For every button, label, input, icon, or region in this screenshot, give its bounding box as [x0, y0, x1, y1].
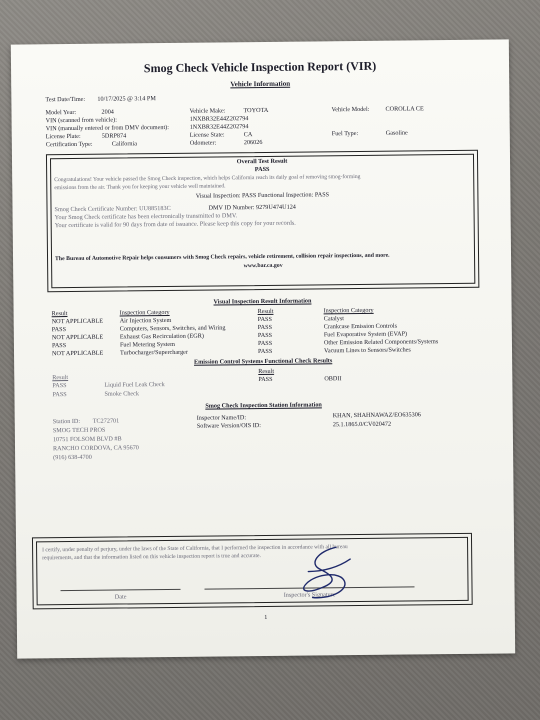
congrats-line-1: Congratulations! Your vehicle passed the Smog Check inspection, which helps California reach its daily goal of removing smog-forming [54, 173, 361, 184]
visual-left-result: NOT APPLICABLE [51, 333, 104, 342]
visual-left-category: Turbocharger/Supercharger [119, 348, 189, 357]
visual-right-result: PASS [257, 339, 273, 348]
model-year-label: Model Year: [45, 108, 77, 117]
visual-right-result: PASS [257, 347, 273, 356]
fuel-type-value: Gasoline [385, 129, 408, 137]
vehicle-info-heading: Vehicle Information [230, 79, 291, 89]
certificate-number: Smog Check Certificate Number: UU885183C [54, 204, 171, 214]
inspection-report-sheet [11, 39, 515, 658]
station-name: SMOG TECH PROS [52, 426, 106, 435]
congrats-line-2: emissions from the air. Thank you for keeping your vehicle well maintained. [54, 183, 226, 192]
fuel-type-label: Fuel Type: [331, 129, 359, 138]
station-phone: (916) 638-4700 [53, 453, 92, 462]
visual-left-category: Computers, Sensors, Switches, and Wiring [119, 324, 226, 333]
functional-right-result: PASS [258, 375, 273, 384]
visual-col-category-left: Inspection Category [119, 308, 170, 317]
visual-left-result: PASS [51, 326, 67, 334]
signature-label: Inspector's Signature [283, 591, 336, 599]
license-state-value: CA [243, 131, 253, 139]
visual-functional-summary: Visual Inspection: PASS Functional Inspection: PASS [195, 191, 330, 200]
vin-manual-value: 1NXBR32E44Z202794 [189, 123, 249, 131]
visual-left-category: Exhaust Gas Recirculation (EGR) [119, 332, 204, 341]
vehicle-model-value: COROLLA CE [385, 105, 424, 113]
transmitted-notice: Your Smog Check certificate has been electronically transmitted to DMV. [54, 212, 238, 222]
functional-col-result: Result [52, 374, 69, 382]
overall-result-value: PASS [254, 165, 270, 174]
vin-manual-label: VIN (manually entered or from DMV document): [45, 123, 169, 133]
test-date-label: Test Date/Time: [45, 95, 86, 104]
visual-col-category-right: Inspection Category [323, 306, 374, 315]
station-address-1: 10751 FOLSOM BLVD #B [52, 435, 122, 444]
visual-col-result-right: Result [257, 307, 274, 316]
visual-left-category: Fuel Metering System [119, 340, 175, 349]
station-id-label: Station ID: [52, 417, 81, 426]
visual-right-result: PASS [257, 331, 273, 340]
visual-right-category: Catalyst [323, 315, 345, 323]
dmv-id-number: DMV ID Number: 9279U474U124 [208, 203, 296, 212]
cert-type-value: California [111, 140, 137, 148]
visual-left-result: NOT APPLICABLE [51, 317, 104, 326]
validity-notice: Your certificate is valid for 90 days from date of issuance. Please keep this copy for your records. [54, 219, 296, 230]
inspector-name-label: Inspector Name/ID: [196, 414, 247, 422]
functional-category: Liquid Fuel Leak Check [104, 381, 165, 389]
bureau-notice: The Bureau of Automotive Repair helps consumers with Smog Check repairs, vehicle retirement, collision repair inspections, and more. [55, 252, 390, 263]
functional-right-col-result: Result [258, 367, 275, 376]
software-version-label: Software Version/OIS ID: [196, 422, 262, 430]
vin-scanned-value: 1NXBR32E44Z202794 [189, 115, 249, 123]
visual-right-result: PASS [257, 315, 272, 324]
visual-left-result: PASS [51, 342, 67, 350]
station-id-value: TC272701 [92, 417, 120, 425]
visual-left-result: NOT APPLICABLE [52, 349, 104, 358]
page-number: 1 [264, 613, 268, 622]
functional-category: Smoke Check [104, 390, 140, 398]
visual-right-result: PASS [257, 323, 273, 332]
certify-line-2: requirements, and that the information listed on this vehicle inspection report is true and accurate. [42, 553, 261, 562]
license-state-label: License State: [189, 131, 225, 139]
page-title: Smog Check Vehicle Inspection Report (VIR) [143, 58, 377, 76]
visual-left-category: Air Injection System [119, 316, 172, 325]
functional-right-category: OBDII [324, 375, 342, 383]
station-info-heading: Smog Check Inspection Station Information [205, 401, 322, 410]
functional-result: PASS [52, 391, 67, 399]
date-label: Date [114, 593, 127, 601]
odometer-label: Odometer: [189, 139, 217, 147]
vin-scanned-label: VIN (scanned from vehicle): [45, 116, 117, 125]
visual-col-result-left: Result [51, 310, 68, 318]
functional-result: PASS [52, 382, 67, 390]
software-version-value: 25.1.1865.0/CV020472 [332, 420, 392, 429]
vehicle-make-value: TOYOTA [243, 106, 269, 115]
visual-inspection-heading: Visual Inspection Result Information [213, 297, 312, 306]
model-year-value: 2004 [101, 108, 114, 116]
test-date-value: 10/17/2025 @ 3:14 PM [97, 95, 156, 103]
overall-result-heading: Overall Test Result [236, 157, 288, 166]
odometer-value: 206026 [243, 138, 263, 147]
bureau-website: www.bar.ca.gov [243, 262, 283, 270]
license-plate-value: 5DRP874 [101, 132, 127, 140]
visual-right-category: Crankcase Emission Controls [323, 322, 398, 331]
functional-check-heading: Emission Control Systems Functional Check Results [193, 357, 333, 366]
visual-right-category: Other Emission Related Components/Systems [323, 338, 439, 347]
visual-right-category: Vacuum Lines to Sensors/Switches [323, 346, 411, 355]
inspector-name-value: KHAN, SHAHNAWAZ/EO635306 [332, 411, 421, 420]
station-address-2: RANCHO CORDOVA, CA 95670 [52, 444, 139, 453]
vehicle-model-label: Vehicle Model: [331, 105, 370, 114]
visual-right-category: Fuel Evaporative System (EVAP) [323, 330, 408, 339]
vehicle-make-label: Vehicle Make: [189, 107, 226, 115]
license-plate-label: License Plate: [45, 132, 81, 141]
certify-line-1: I certify, under penalty of perjury, under the laws of the State of California, that I performed the inspection in accordance with all bureau [42, 544, 348, 554]
cert-type-label: Certification Type: [45, 140, 93, 149]
handwritten-signature [278, 541, 359, 604]
